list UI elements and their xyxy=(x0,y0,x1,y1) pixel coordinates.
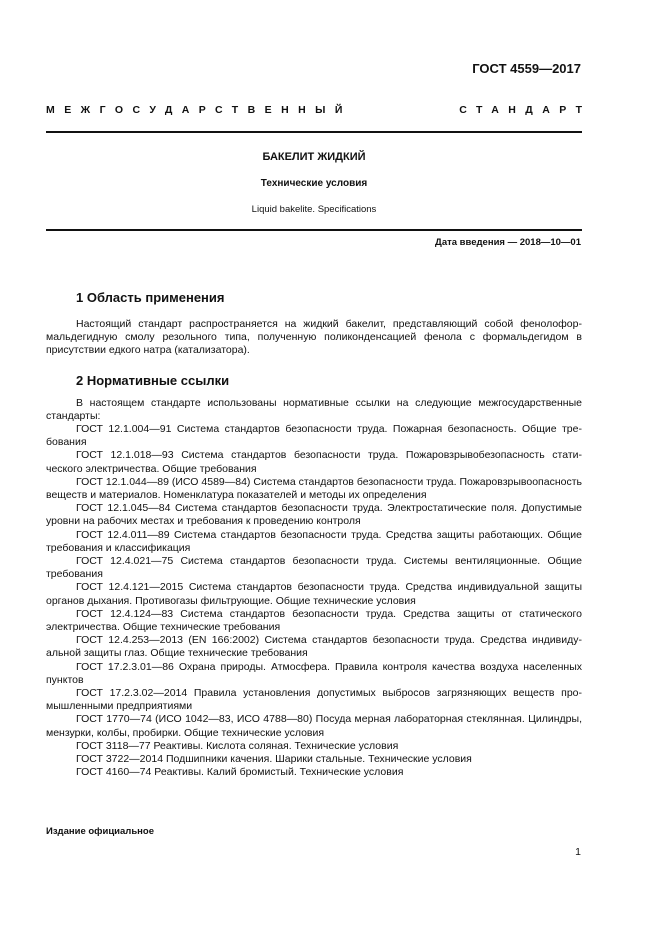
reference-item: ГОСТ 12.4.021—75 Система стандартов безопасности труда. Системы вентиляционные. Общие требования xyxy=(46,555,582,581)
official-edition-label: Издание официальное xyxy=(46,826,154,837)
reference-item: ГОСТ 17.2.3.01—86 Охрана природы. Атмосфера. Правила контроля качества воздуха населенных пунктов xyxy=(46,660,582,686)
references-list xyxy=(46,423,582,779)
reference-item: ГОСТ 12.1.044—89 (ИСО 4589—84) Система стандартов безопасности труда. Пожаровзрывоопасность веществ и материалов. Номенклатура показателей и методы их определения xyxy=(46,475,582,502)
reference-item: ГОСТ 4160—74 Реактивы. Калий бромистый. Технические условия xyxy=(76,766,404,779)
introduction-date: Дата введения — 2018—10—01 xyxy=(435,237,581,248)
gost-code: ГОСТ 4559—2017 xyxy=(472,61,581,76)
section-1-text: Настоящий стандарт распространяется на жидкий бакелит, представляющий собой фенолоформальдегидную смолу резольного типа, полученную поликонденсацией фенола с формальдегидом в присутствии едкого натра (катализатора). xyxy=(46,318,582,357)
standard-type-word-interstate: МЕЖГОСУДАРСТВЕННЫЙ xyxy=(46,104,352,116)
english-title: Liquid bakelite. Specifications xyxy=(251,204,377,215)
reference-item: ГОСТ 12.4.011—89 Система стандартов безопасности труда. Средства защиты работающих. Общие требования и классификация xyxy=(46,528,582,554)
reference-item: ГОСТ 12.4.124—83 Система стандартов безопасности труда. Средства защиты от статического электричества. Общие технические требования xyxy=(46,607,582,634)
reference-item: ГОСТ 12.4.121—2015 Система стандартов безопасности труда. Средства индивидуальной защиты органов дыхания. Противогазы фильтрующие. Общие технические условия xyxy=(46,581,582,607)
document-title: БАКЕЛИТ ЖИДКИЙ xyxy=(262,151,366,163)
document-subtitle: Технические условия xyxy=(260,178,368,189)
reference-item: ГОСТ 3118—77 Реактивы. Кислота соляная. Технические условия xyxy=(76,739,399,752)
reference-item: ГОСТ 17.2.3.02—2014 Правила установления допустимых выбросов загрязняющих веществ промышленными предприятиями xyxy=(46,687,582,713)
reference-item: ГОСТ 12.1.004—91 Система стандартов безопасности труда. Пожарная безопасность. Общие требования xyxy=(46,423,582,449)
section-1-heading: 1 Область применения xyxy=(76,290,225,305)
section-2-intro: В настоящем стандарте использованы нормативные ссылки на следующие межгосударственные стандарты: xyxy=(46,397,582,423)
standard-type-word-standard: СТАНДАРТ xyxy=(459,104,592,116)
reference-item: ГОСТ 3722—2014 Подшипники качения. Шарики стальные. Технические условия xyxy=(76,753,472,766)
top-rule xyxy=(46,131,582,133)
middle-rule xyxy=(46,229,582,231)
reference-item: ГОСТ 12.1.018—93 Система стандартов безопасности труда. Пожаровзрывобезопасность статического электричества. Общие требования xyxy=(46,449,582,475)
reference-item: ГОСТ 12.4.253—2013 (EN 166:2002) Система стандартов безопасности труда. Средства индивидуальной защиты глаз. Общие технические требования xyxy=(46,634,582,660)
reference-item: ГОСТ 12.1.045—84 Система стандартов безопасности труда. Электростатические поля. Допустимые уровни на рабочих местах и требования к проведению контроля xyxy=(46,502,582,528)
standard-type-banner xyxy=(46,104,592,116)
section-2-heading: 2 Нормативные ссылки xyxy=(76,373,230,388)
page-number: 1 xyxy=(575,846,581,858)
reference-item: ГОСТ 1770—74 (ИСО 1042—83, ИСО 4788—80) Посуда мерная лабораторная стеклянная. Цилиндры, мензурки, колбы, пробирки. Общие технические условия xyxy=(46,713,582,739)
